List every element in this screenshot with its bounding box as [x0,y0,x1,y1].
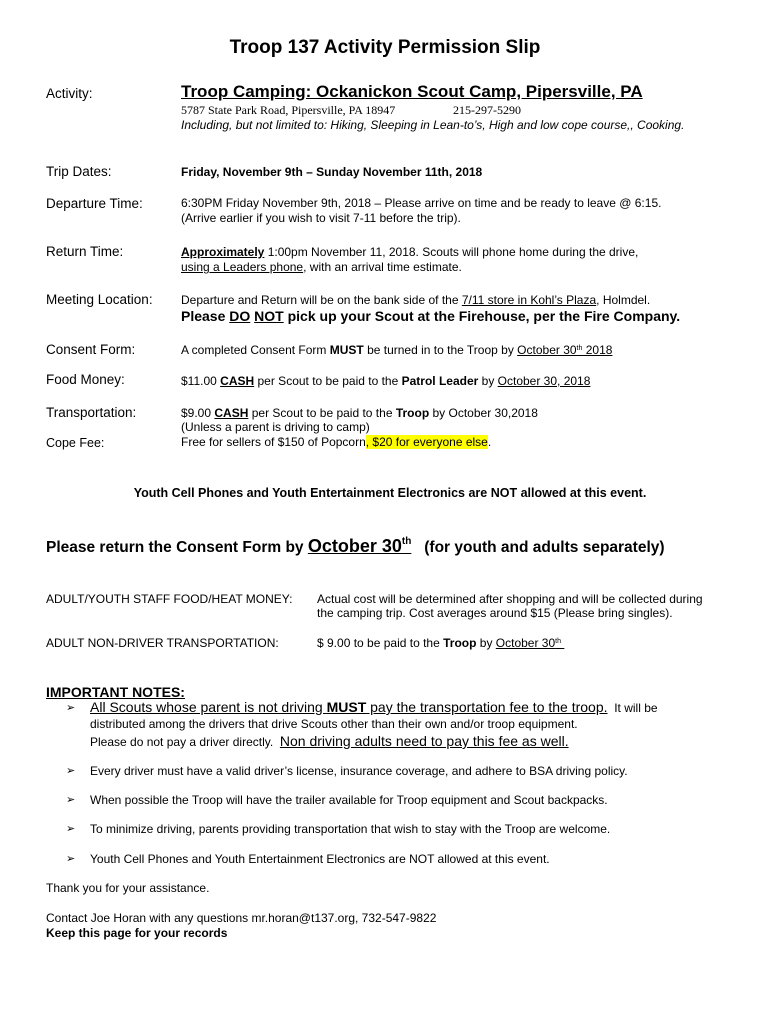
activity-includes: Including, but not limited to: Hiking, Sleeping in Lean-to’s, High and low cope course,, Cooking. [181,118,685,132]
cope-pre: Free for sellers of $150 of Popcorn [181,435,366,449]
transportation-label: Transportation: [46,405,137,420]
bullet-arrow-icon: ➢ [66,765,76,777]
trip-dates-label: Trip Dates: [46,164,112,179]
food-money-value [181,374,590,388]
departure-line2: (Arrive earlier if you wish to visit 7-11 before the trip). [181,211,461,225]
food-patrol: Patrol Leader [401,374,479,388]
adult-transport-pre: $ 9.00 to be paid to the [317,636,444,650]
adult-transport-date-sup: th [555,638,561,645]
meeting-location-label: Meeting Location: [46,292,153,307]
bullet-arrow-icon: ➢ [66,794,76,806]
note-1-line2: distributed among the drivers that drive Scouts other than their own and/or troop equipment. [90,717,578,731]
note-1-line3-underlined: Non driving adults need to pay this fee as well. [279,733,569,749]
important-notes-heading: IMPORTANT NOTES: [46,684,185,700]
keep-records-text: Keep this page for your records [46,926,228,940]
consent-date-sup: th [576,345,583,352]
return-time-line1 [181,245,638,259]
activity-label: Activity: [46,86,93,101]
bullet-arrow-icon: ➢ [66,702,76,714]
food-mid: per Scout to be paid to the [254,374,402,388]
adult-transport-date [496,636,565,650]
consent-date-a: October 30 [517,343,577,357]
return-consent-date-sup: th [401,536,412,547]
cope-fee-label: Cope Fee: [46,436,105,450]
food-date: October 30, 2018 [497,374,591,388]
activity-address: 5787 State Park Road, Pipersville, PA 18947 [181,103,396,117]
meeting-post: , Holmdel. [596,293,651,307]
page-title: Troop 137 Activity Permission Slip [229,37,541,58]
return-consent-post: (for youth and adults separately) [411,539,665,556]
return-consent-date [308,536,412,556]
note-1-line1 [90,699,658,715]
note-1-line3-text: Please do not pay a driver directly. [90,735,280,749]
note-1-must: MUST [326,699,367,715]
return-consent-heading [46,536,665,557]
transport-troop: Troop [395,406,430,420]
consent-form-value [181,343,612,357]
return-time-rest: 1:00pm November 11, 2018. Scouts will phone home during the drive, [264,245,639,259]
return-consent-date-text: October 30 [307,536,402,556]
departure-line1: 6:30PM Friday November 9th, 2018 – Please arrive on time and be ready to leave @ 6:15. [181,196,662,210]
note-4: To minimize driving, parents providing transportation that wish to stay with the Troop are welcome. [90,822,611,836]
return-time-line2 [181,260,462,274]
food-money-label: Food Money: [46,372,125,387]
thank-you-text: Thank you for your assistance. [46,881,210,895]
note-1-c: It will be [607,701,658,715]
return-time-label: Return Time: [46,244,124,259]
bullet-arrow-icon: ➢ [66,853,76,865]
note-1-b: pay the transportation fee to the troop. [366,699,608,715]
meeting-pre: Departure and Return will be on the bank side of the [181,293,462,307]
adult-transport-troop: Troop [443,636,477,650]
approximately-text: Approximately [181,245,265,259]
adult-staff-line1: Actual cost will be determined after shopping and will be collected during [317,592,703,606]
adult-transport-label: ADULT NON-DRIVER TRANSPORTATION: [46,636,279,650]
transportation-value [181,406,538,420]
adult-transport-by: by [476,636,496,650]
consent-must: MUST [329,343,364,357]
adult-transport-date-text: October 30 [495,636,556,650]
arrival-estimate-text: , with an arrival time estimate. [303,260,462,274]
note-1-a: All Scouts whose parent is not driving [90,699,327,715]
cope-highlight: , $20 for everyone else [365,435,488,449]
adult-staff-label: ADULT/YOUTH STAFF FOOD/HEAT MONEY: [46,592,293,606]
activity-phone: 215-297-5290 [453,103,521,117]
consent-mid: be turned in to the Troop by [363,343,518,357]
leaders-phone-text: using a Leaders phone [181,260,304,274]
note-1-underlined [90,699,608,715]
adult-transport-value [317,636,564,650]
note-3: When possible the Troop will have the trailer available for Troop equipment and Scout backpacks. [90,793,608,807]
transport-amount: $9.00 [181,406,215,420]
meeting-store: 7/11 store in Kohl’s Plaza [461,293,597,307]
note-2: Every driver must have a valid driver’s license, insurance coverage, and adhere to BSA driving policy. [90,764,628,778]
food-by: by [478,374,498,388]
consent-form-label: Consent Form: [46,342,136,357]
adult-staff-line2: the camping trip. Cost averages around $15 (Please bring singles). [317,606,673,620]
departure-label: Departure Time: [46,196,143,211]
consent-pre: A completed Consent Form [181,343,330,357]
transport-cash: CASH [214,406,249,420]
consent-date [517,343,612,357]
return-consent-pre: Please return the Consent Form by [46,539,308,556]
transportation-line2: (Unless a parent is driving to camp) [181,420,370,434]
food-amount: $11.00 [181,374,221,388]
warning-do: DO [229,308,251,324]
cope-fee-value [181,435,491,449]
electronics-notice: Youth Cell Phones and Youth Entertainment Electronics are NOT allowed at this event. [133,486,647,500]
transport-mid: per Scout to be paid to the [248,406,396,420]
cope-post: . [487,435,492,449]
meeting-location-line1 [181,293,650,307]
trip-dates-value: Friday, November 9th – Sunday November 11th, 2018 [181,165,483,179]
consent-date-b: 2018 [582,343,613,357]
firehouse-warning [181,308,680,324]
warning-rest: pick up your Scout at the Firehouse, per the Fire Company. [283,308,681,324]
bullet-arrow-icon: ➢ [66,823,76,835]
food-cash: CASH [220,374,255,388]
note-5: Youth Cell Phones and Youth Entertainment Electronics are NOT allowed at this event. [90,852,550,866]
activity-name: Troop Camping: Ockanickon Scout Camp, Pipersville, PA [181,82,643,101]
note-1-line3 [90,733,569,749]
warning-please: Please [181,308,230,324]
contact-text: Contact Joe Horan with any questions mr.horan@t137.org, 732-547-9822 [46,911,437,925]
warning-not: NOT [254,308,284,324]
transport-rest: by October 30,2018 [429,406,538,420]
